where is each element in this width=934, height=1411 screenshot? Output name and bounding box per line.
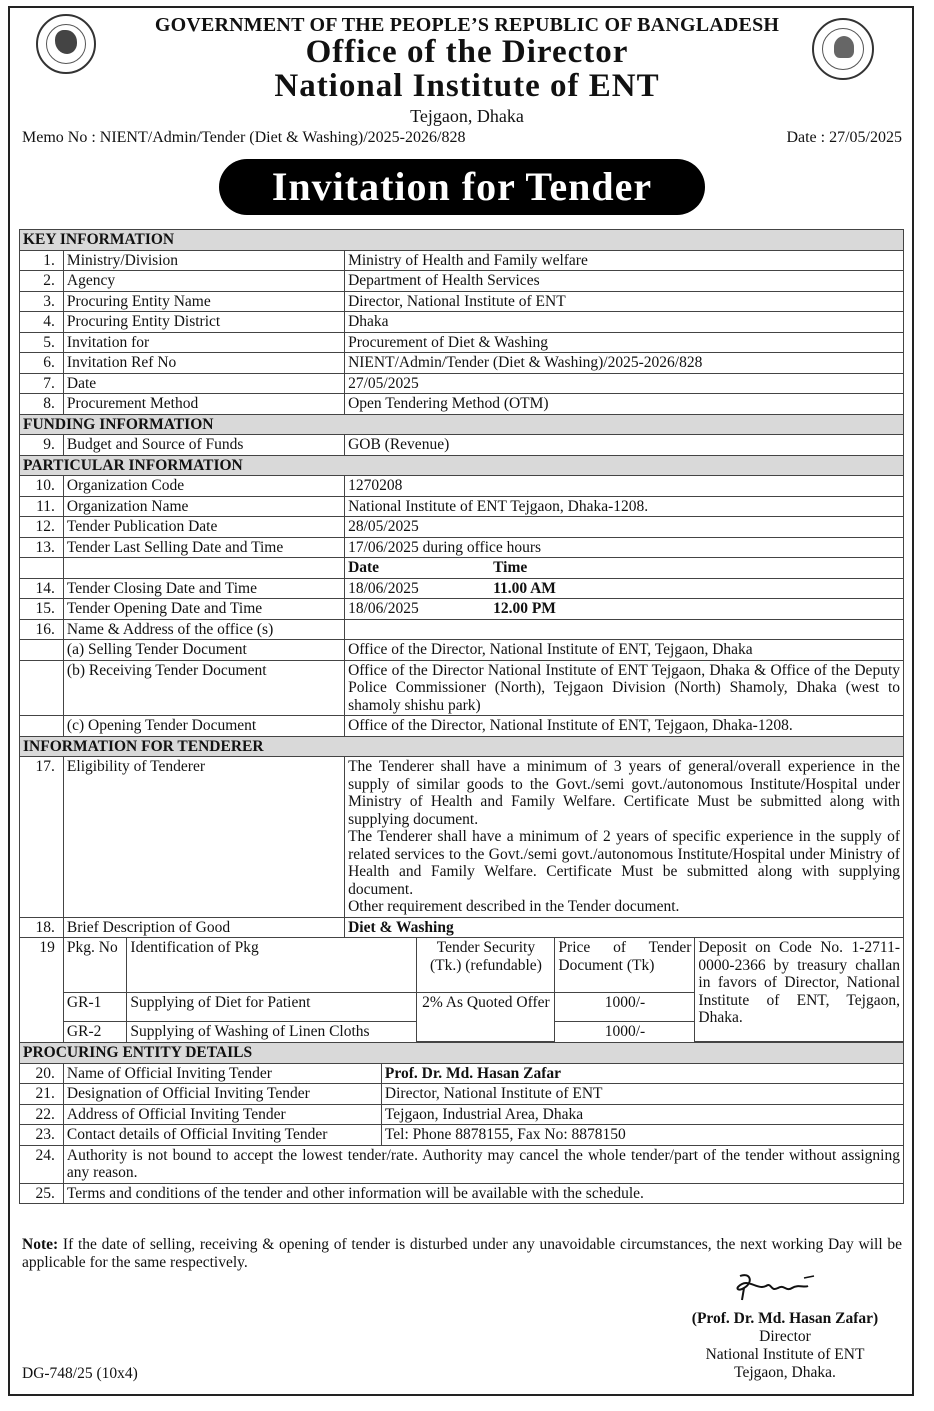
table-row: 7. Date 27/05/2025 — [20, 373, 904, 394]
eligibility-general: The Tenderer shall have a minimum of 3 years of general/overall experience in the supply of similar goods to the Govt./semi govt./autonomous Institute/Hospital under Ministry of Health and Family Welfare. Certificate Must be submitted along with supplying document. — [348, 758, 900, 828]
table-row: 16. Name & Address of the office (s) — [20, 619, 904, 640]
table-row — [20, 558, 904, 579]
eligibility-specific: The Tenderer shall have a minimum of 2 years of specific experience in the supply of related services to the Govt./semi govt./autonomous Institute/Hospital under Ministry of Health and Family Welfare. Certificate Must be submitted along with supplying document. — [348, 828, 900, 898]
table-row: 13. Tender Last Selling Date and Time 17/06/2025 during office hours — [20, 537, 904, 558]
pkg-price: 1000/- — [555, 1022, 695, 1042]
section-row — [20, 414, 904, 435]
deposit-info: Deposit on Code No. 1-2711- 0000-2366 by treasury challan in favors of Director, National Institute of ENT, Tejgaon, Dhaka. — [695, 938, 903, 1042]
note-text: If the date of selling, receiving & opening of tender is disturbed under any unavoidable circumstances, the next working Day will be applicable for the same respectively. — [22, 1236, 902, 1271]
section-funding-information: FUNDING INFORMATION — [20, 414, 904, 435]
pkg-ident: Supplying of Washing of Linen Cloths — [127, 1022, 417, 1042]
note-label: Note: — [22, 1236, 59, 1253]
section-row — [20, 1043, 904, 1064]
pkg-ident-header: Identification of Pkg — [127, 938, 417, 993]
table-row: 12. Tender Publication Date 28/05/2025 — [20, 517, 904, 538]
signatory-title: Director — [759, 1328, 811, 1345]
table-row: 6. Invitation Ref No NIENT/Admin/Tender (Diet & Washing)/2025-2026/828 — [20, 353, 904, 374]
signature-image — [720, 1268, 830, 1302]
section-row — [20, 736, 904, 757]
section-information-for-tenderer: INFORMATION FOR TENDERER — [20, 736, 904, 757]
table-row: 18. Brief Description of Good Diet & Washing — [20, 917, 904, 938]
pkg-no: GR-2 — [64, 1022, 127, 1042]
table-row: (c) Opening Tender Document Office of the Director, National Institute of ENT, Tejgaon, Dhaka-1208. — [20, 716, 904, 737]
memo-number: Memo No : NIENT/Admin/Tender (Diet & Washing)/2025-2026/828 — [22, 129, 466, 146]
section-key-information: KEY INFORMATION — [20, 230, 904, 251]
table-row: 23. Contact details of Official Inviting Tender Tel: Phone 8878155, Fax No: 8878150 — [20, 1125, 904, 1146]
memo-date: Date : 27/05/2025 — [786, 129, 902, 146]
signature-block — [660, 1310, 910, 1382]
table-row: 21. Designation of Official Inviting Tender Director, National Institute of ENT — [20, 1084, 904, 1105]
table-row: 17. Eligibility of Tenderer The Tenderer shall have a minimum of 3 years of general/overall experience in the supply of similar goods to the Govt./semi govt./autonomous Institute/Hospital under Ministry of Health and Family Welfare. Certificate Must be submitted along with supplying document. The Tenderer shall have a minimum of 2 years of specific experience in the supply of related services to the Govt./semi govt./autonomous Institute/Hospital under Ministry of Health and Family Welfare. Certificate Must be submitted along with supplying document. Other requirement described in the Tender document. — [20, 757, 904, 918]
date-time-header: Date Time — [345, 558, 904, 579]
table-row: (a) Selling Tender Document Office of the Director, National Institute of ENT, Tejgaon, Dhaka — [20, 640, 904, 661]
table-row: 10. Organization Code 1270208 — [20, 476, 904, 497]
table-row: 5. Invitation for Procurement of Diet & Washing — [20, 332, 904, 353]
footer-code: DG-748/25 (10x4) — [22, 1365, 138, 1382]
table-row: 22. Address of Official Inviting Tender Tejgaon, Industrial Area, Dhaka — [20, 1104, 904, 1125]
table-row: 20. Name of Official Inviting Tender Prof. Dr. Md. Hasan Zafar — [20, 1063, 904, 1084]
signatory-org: National Institute of ENT — [705, 1346, 865, 1363]
section-row — [20, 455, 904, 476]
table-row: 2. Agency Department of Health Services — [20, 271, 904, 292]
table-row: 14. Tender Closing Date and Time 18/06/2025 11.00 AM — [20, 578, 904, 599]
eligibility-other: Other requirement described in the Tender document. — [348, 898, 680, 915]
closing-time: 11.00 AM — [493, 579, 556, 597]
institute-heading: National Institute of ENT — [274, 68, 660, 104]
price-header: Price of Tender Document (Tk) — [555, 938, 695, 993]
note — [22, 1236, 902, 1272]
table-row: 9. Budget and Source of Funds GOB (Revenue) — [20, 435, 904, 456]
table-row: 8. Procurement Method Open Tendering Method (OTM) — [20, 394, 904, 415]
opening-date: 18/06/2025 — [348, 600, 419, 617]
opening-time: 12.00 PM — [493, 600, 556, 617]
pkg-no-header: Pkg. No — [64, 938, 127, 993]
table-row: 4. Procuring Entity District Dhaka — [20, 312, 904, 333]
pkg-ident: Supplying of Diet for Patient — [127, 993, 417, 1022]
table-row: 1. Ministry/Division Ministry of Health and Family welfare — [20, 250, 904, 271]
signatory-name: (Prof. Dr. Md. Hasan Zafar) — [691, 1310, 879, 1327]
table-row: 19 Pkg. No Identification of Pkg Tender Security (Tk.) (refundable) Price of Tender Document (Tk) Deposit on Code No. 1-2711- 0000-2366 by treasury challan in favors of Director, National Institute of ENT, Tejgaon, Dhaka. GR-1 Supplying of Diet for Patient 2% As Quoted Offer 1000/- GR-2 Supplying of Washing of Linen Cloths 1000/- — [20, 938, 904, 1043]
office-heading: Office of the Director — [305, 34, 629, 70]
section-row — [20, 230, 904, 251]
government-heading: GOVERNMENT OF THE PEOPLE’S REPUBLIC OF BANGLADESH — [154, 14, 780, 36]
tender-security: 2% As Quoted Offer — [417, 993, 555, 1042]
page-title: Invitation for Tender — [219, 159, 705, 215]
tender-table — [19, 229, 904, 1204]
table-row: (b) Receiving Tender Document Office of the Director National Institute of ENT Tejgaon, Dhaka & Office of the Deputy Police Commissioner (North), Tejgaon Division (North) Shamoly, Dhaka (west to shamoly shishu park) — [20, 660, 904, 716]
signatory-place: Tejgaon, Dhaka. — [734, 1364, 836, 1381]
table-row: 3. Procuring Entity Name Director, National Institute of ENT — [20, 291, 904, 312]
closing-date: 18/06/2025 — [348, 579, 419, 597]
table-row: 25. Terms and conditions of the tender and other information will be available with the schedule. — [20, 1183, 904, 1204]
table-row: 11. Organization Name National Institute of ENT Tejgaon, Dhaka-1208. — [20, 496, 904, 517]
location-heading: Tejgaon, Dhaka — [410, 106, 524, 126]
package-table — [64, 938, 903, 1042]
pkg-no: GR-1 — [64, 993, 127, 1022]
section-particular-information: PARTICULAR INFORMATION — [20, 455, 904, 476]
pkg-price: 1000/- — [555, 993, 695, 1022]
section-procuring-entity-details: PROCURING ENTITY DETAILS — [20, 1043, 904, 1064]
tender-security-header: Tender Security (Tk.) (refundable) — [417, 938, 555, 993]
table-row: 24. Authority is not bound to accept the lowest tender/rate. Authority may cancel the whole tender/part of the tender without assigning any reason. — [20, 1145, 904, 1183]
table-row: 15. Tender Opening Date and Time 18/06/2025 12.00 PM — [20, 599, 904, 620]
